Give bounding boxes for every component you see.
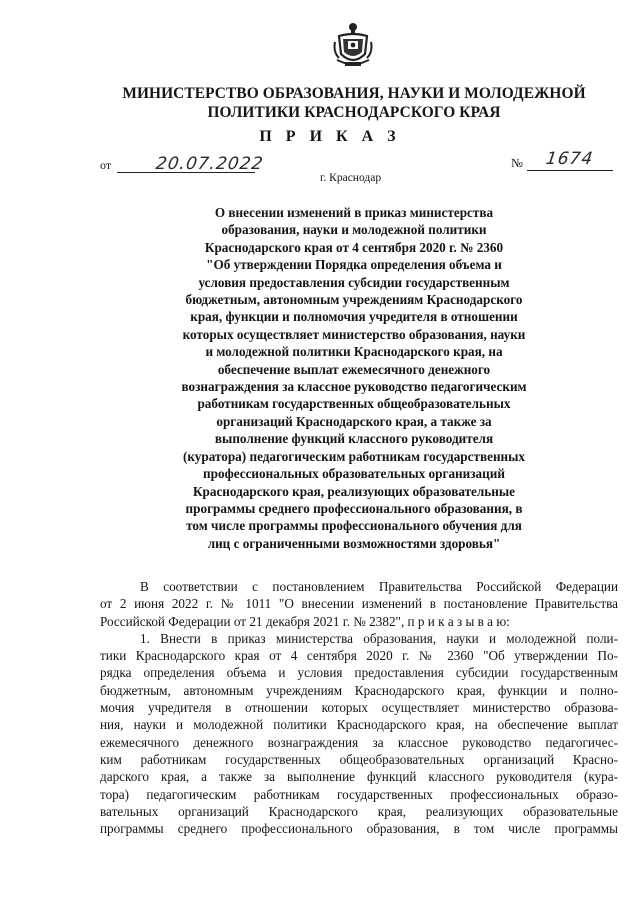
subject-line: (куратора) педагогическим работникам государственных (182, 448, 526, 464)
subject-line: Краснодарского края от 4 сентября 2020 г. № 2360 (204, 239, 504, 255)
subject-line: края, функции и полномочия учредителя в отношении (190, 309, 518, 325)
number-label: № (511, 156, 523, 170)
ministry-name (100, 84, 608, 122)
body-line: от 2 июня 2022 г. № 1011 "О внесении изменений в постановление Правительства (100, 596, 618, 612)
subject-line: выполнение функций классного руководителя (214, 431, 494, 447)
subject-line: организаций Краснодарского края, а также за (216, 413, 492, 429)
body-line: мочия учредителя в отношении которых осуществляет министерство образова- (100, 700, 618, 716)
body-line: В соответствии с постановлением Правительства Российской Федерации (140, 579, 618, 594)
body-line: ежемесячного денежного вознаграждения за классное руководство педагогичес- (100, 734, 618, 750)
subject-line: и молодежной политики Краснодарского края, на (205, 344, 503, 360)
subject-line: которых осуществляет министерство образования, науки (182, 326, 526, 342)
subject-line: "Об утверждении Порядка определения объема и (206, 257, 502, 273)
subject-line: образования, науки и молодежной политики (221, 222, 487, 238)
body-line: тора) педагогическим работникам государственных профессиональных образо- (100, 786, 618, 802)
subject-line: О внесении изменений в приказ министерства (214, 205, 494, 220)
date-label: от (100, 158, 112, 172)
body-line: вательных организаций Краснодарского края, реализующих образовательные (100, 803, 618, 819)
subject-line: программы среднего профессионального образования, в (185, 500, 523, 516)
subject-line: профессиональных образовательных организаций (203, 466, 505, 482)
subject-line: работникам государственных общеобразовательных (197, 396, 511, 412)
city-label: г. Краснодар (320, 172, 382, 184)
subject-line: том числе программы профессионального обучения для (186, 518, 522, 534)
body-line: Российской Федерации от 21 декабря 2021 г. № 2382", п р и к а з ы в а ю: (100, 613, 510, 629)
coat-of-arms-emblem (333, 22, 373, 68)
order-body (100, 578, 618, 837)
body-line: программы среднего профессионального образования, в том числе программы (100, 821, 618, 837)
body-line: бюджетным, автономным учреждениям Краснодарского края, функции и полно- (100, 682, 618, 698)
order-title: П Р И К А З (259, 128, 401, 145)
subject-line: условия предоставления субсидии государственным (198, 274, 510, 290)
body-line: рядка определения объема и условия предоставления субсидии государственным (100, 665, 618, 681)
body-line: тики Краснодарского края от 4 сентября 2020 г. № 2360 "Об утверждении По- (100, 648, 618, 664)
ministry-line: ПОЛИТИКИ КРАСНОДАРСКОГО КРАЯ (207, 104, 501, 121)
body-line: дарского края, а также за выполнение функций классного руководителя (кура- (100, 769, 618, 785)
ministry-line: МИНИСТЕРСТВО ОБРАЗОВАНИЯ, НАУКИ И МОЛОДЕЖНОЙ (122, 85, 586, 102)
number-underline (527, 170, 613, 171)
subject-line: лиц с ограниченными возможностями здоровья" (207, 535, 501, 551)
subject-line: вознаграждения за классное руководство педагогическим (181, 379, 527, 395)
subject-line: обеспечение выплат ежемесячного денежного (217, 361, 491, 377)
subject-line: Краснодарского края, реализующих образовательные (192, 483, 516, 499)
subject-line: бюджетным, автономным учреждениям Краснодарского (185, 292, 523, 308)
order-number: 1674 (544, 149, 595, 169)
order-subject (150, 204, 558, 552)
body-line: 1. Внести в приказ министерства образования, науки и молодежной поли- (140, 630, 618, 646)
order-date: 20.07.2022 (154, 154, 265, 174)
body-line: ким работникам государственных общеобразовательных организаций Красно- (100, 751, 618, 767)
body-line: ния, науки и молодежной политики Краснодарского края, на обеспечение выплат (100, 717, 618, 733)
